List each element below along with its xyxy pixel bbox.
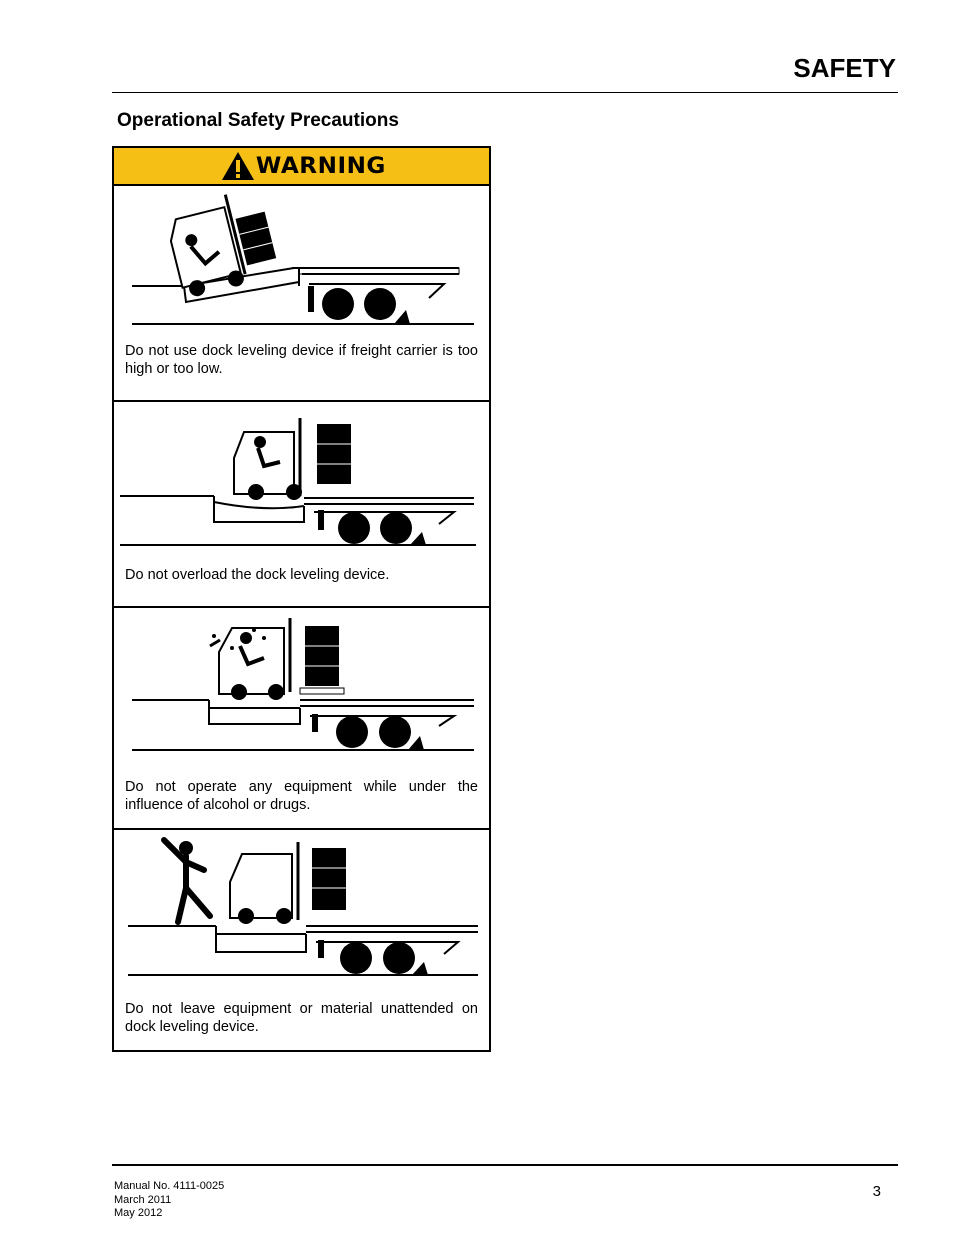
section-title: Operational Safety Precautions — [117, 110, 399, 131]
date-revision: May 2012 — [114, 1207, 163, 1219]
warning-panel-2 — [114, 402, 489, 608]
illustration-overload — [114, 402, 489, 552]
date-first: March 2011 — [114, 1193, 172, 1206]
warning-caption-3: Do not operate any equipment while under the influence of alcohol or drugs. — [125, 779, 478, 813]
warning-triangle-icon — [221, 151, 255, 181]
manual-number: Manual No. 4111-0025 — [114, 1180, 225, 1192]
warning-caption-2: Do not overload the dock leveling device. — [125, 567, 390, 583]
warning-label: WARNING — [255, 153, 386, 179]
warning-panel-1 — [114, 186, 489, 402]
warning-caption-4: Do not leave equipment or material unattended on dock leveling device. — [125, 1001, 478, 1035]
warning-panel-4 — [114, 830, 489, 1048]
footer-info — [114, 1180, 224, 1221]
warning-bar — [114, 148, 489, 186]
warning-box — [112, 146, 491, 1052]
illustration-unattended-equipment — [114, 830, 489, 980]
illustration-carrier-height — [114, 186, 489, 336]
warning-caption-1: Do not use dock leveling device if freight carrier is too high or too low. — [125, 343, 478, 377]
footer-rule — [112, 1164, 898, 1166]
page-header-title: SAFETY — [793, 53, 896, 83]
header-rule — [112, 92, 898, 93]
illustration-impaired-operator — [114, 608, 489, 758]
page-number: 3 — [872, 1183, 881, 1200]
warning-panel-3 — [114, 608, 489, 830]
